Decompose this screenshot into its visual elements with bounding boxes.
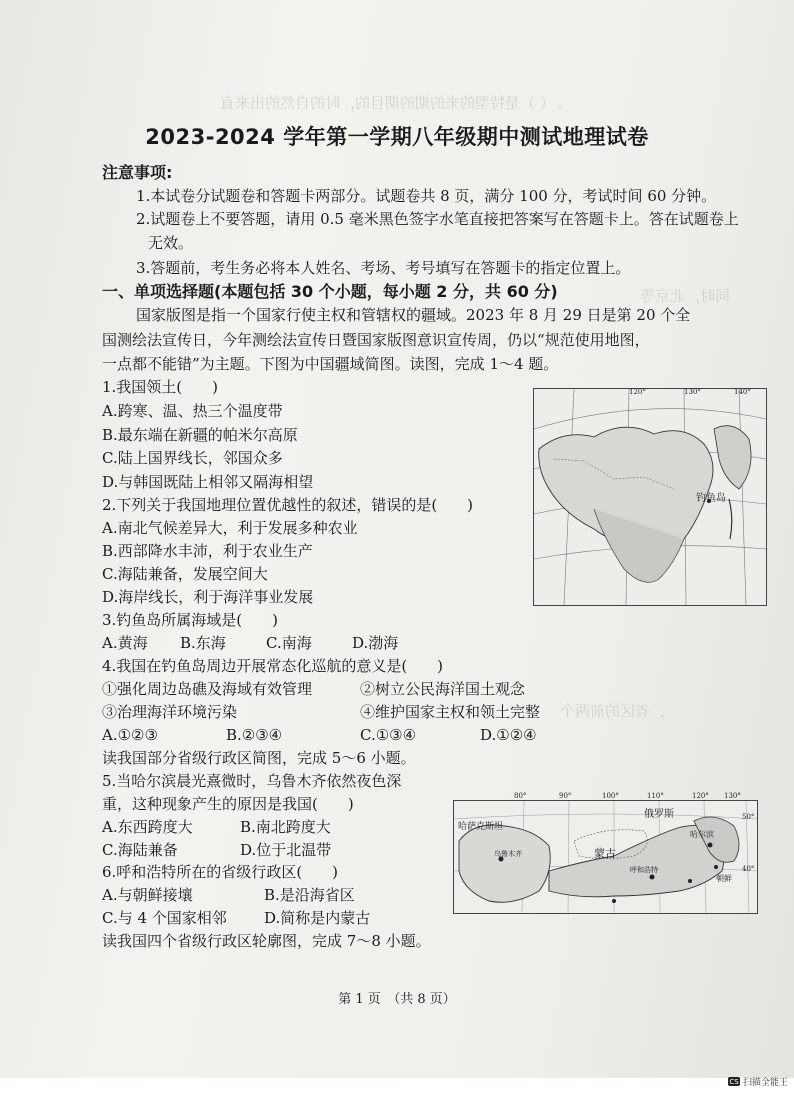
provinces-map (453, 792, 758, 914)
q4-option-c: C.①③④ (360, 726, 417, 744)
label-mongolia: 蒙古 (594, 847, 616, 860)
q1-option-b: B.最东端在新疆的帕米尔高原 (102, 426, 298, 444)
lon-label: 140° (734, 388, 751, 396)
label-harbin: 哈尔滨 (690, 830, 714, 839)
lon-label: 130° (724, 792, 741, 800)
scanner-watermark (728, 1075, 788, 1088)
lon-label: 110° (647, 792, 664, 800)
q4-statement-3: ③治理海洋环境污染 (102, 703, 238, 721)
lon-label: 80° (514, 792, 527, 800)
q6-option-c: C.与 4 个国家相邻 (102, 909, 227, 927)
notice-item-3: 3.答题前，考生务必将本人姓名、考场、考号填写在答题卡的指定位置上。 (136, 259, 631, 277)
q3-option-a: A.黄海 (102, 634, 148, 652)
q3-stem: 3.钓鱼岛所属海域是( ) (102, 611, 279, 629)
q4-statement-1: ①强化周边岛礁及海域有效管理 (102, 680, 313, 698)
lon-label: 130° (684, 388, 701, 396)
q1-option-d: D.与韩国既陆上相邻又隔海相望 (102, 473, 314, 491)
intro-q7-8: 读我国四个省级行政区轮廓图，完成 7～8 小题。 (102, 932, 431, 950)
lat-label: 50° (742, 813, 755, 821)
section-1-intro-line-2: 国测绘法宣传日，今年测绘法宣传日暨国家版图意识宣传周，仍以“规范使用地图， (102, 331, 650, 349)
lon-label: 120° (629, 388, 646, 396)
q3-option-d: D.渤海 (352, 634, 399, 652)
bleed-through-text: 同时，北京等 (640, 287, 731, 305)
q6-stem: 6.呼和浩特所在的省级行政区( ) (102, 863, 339, 881)
lon-label: 100° (602, 792, 619, 800)
q2-option-b: B.西部降水丰沛，利于农业生产 (102, 542, 313, 560)
section-1-intro-line-3: 一点都不能错”为主题。下图为中国疆域简图。读图，完成 1～4 题。 (102, 355, 559, 373)
q5-stem-line-2: 重，这种现象产生的原因是我国( ) (102, 795, 354, 813)
label-diaoyu-island: 钓鱼岛 (696, 493, 726, 504)
section-1-intro-line-1: 国家版图是指一个国家行使主权和管辖权的疆域。2023 年 8 月 29 日是第 20 个全 (136, 306, 691, 324)
china-territory-map (533, 388, 767, 606)
q4-option-b: B.②③④ (226, 726, 283, 744)
bleed-through-text: 。（ ）是特型的来的期的期目的，时的自然的出来直 (220, 94, 563, 112)
q5-option-d: D.位于北温带 (240, 841, 332, 859)
lon-label: 90° (559, 792, 572, 800)
q1-stem: 1.我国领土( ) (102, 378, 219, 396)
q5-stem-line-1: 5.当哈尔滨晨光熹微时，乌鲁木齐依然夜色深 (102, 772, 402, 790)
lon-label: 120° (692, 792, 709, 800)
q3-option-b: B.东海 (180, 634, 226, 652)
q4-option-d: D.①②④ (480, 726, 537, 744)
label-korea: 朝鲜 (716, 874, 732, 883)
bleed-through-text: ，省区的前两个 (560, 702, 666, 720)
notice-item-1: 1.本试卷分试题卷和答题卡两部分。试题卷共 8 页，满分 100 分，考试时间 60 分钟。 (136, 187, 717, 205)
label-kazakhstan: 哈萨克斯坦 (458, 822, 504, 832)
q3-option-c: C.南海 (266, 634, 312, 652)
q5-option-b: B.南北跨度大 (240, 818, 331, 836)
scanner-logo-icon: CS (729, 1077, 739, 1086)
q5-option-c: C.海陆兼备 (102, 841, 178, 859)
notice-heading: 注意事项: (102, 163, 173, 182)
lat-label: 40° (742, 865, 755, 873)
section-1-heading: 一、单项选择题(本题包括 30 个小题，每小题 2 分，共 60 分) (102, 282, 558, 301)
q1-option-c: C.陆上国界线长，邻国众多 (102, 449, 283, 467)
q4-statement-2: ②树立公民海洋国土观念 (360, 680, 526, 698)
q5-option-a: A.东西跨度大 (102, 818, 193, 836)
label-russia: 俄罗斯 (644, 809, 674, 820)
q4-option-a: A.①②③ (102, 726, 158, 744)
scanner-logo-text: 扫描全能王 (742, 1078, 788, 1088)
q2-option-d: D.海岸线长，利于海洋事业发展 (102, 588, 314, 606)
q2-option-c: C.海陆兼备，发展空间大 (102, 565, 268, 583)
notice-item-2-cont: 无效。 (148, 234, 194, 252)
notice-item-2: 2.试题卷上不要答题，请用 0.5 毫米黑色签字水笔直接把答案写在答题卡上。答在试题卷上 (136, 210, 739, 228)
q6-option-b: B.是沿海省区 (264, 886, 355, 904)
q1-option-a: A.跨寒、温、热三个温度带 (102, 402, 283, 420)
q6-option-d: D.简称是内蒙古 (264, 909, 371, 927)
exam-title: 2023-2024 学年第一学期八年级期中测试地理试卷 (145, 125, 649, 149)
label-hohhot: 呼和浩特 (630, 866, 658, 874)
label-urumqi: 乌鲁木齐 (494, 850, 522, 858)
q4-statement-4: ④维护国家主权和领土完整 (360, 703, 541, 721)
q4-stem: 4.我国在钓鱼岛周边开展常态化巡航的意义是( ) (102, 657, 444, 675)
q2-stem: 2.下列关于我国地理位置优越性的叙述，错误的是( ) (102, 496, 474, 514)
intro-q5-6: 读我国部分省级行政区简图，完成 5～6 小题。 (102, 749, 416, 767)
page-footer: 第 1 页 （共 8 页） (338, 992, 456, 1007)
q2-option-a: A.南北气候差异大，利于发展多种农业 (102, 519, 358, 537)
q6-option-a: A.与朝鲜接壤 (102, 886, 193, 904)
china-territory-map-graphic (534, 389, 766, 605)
